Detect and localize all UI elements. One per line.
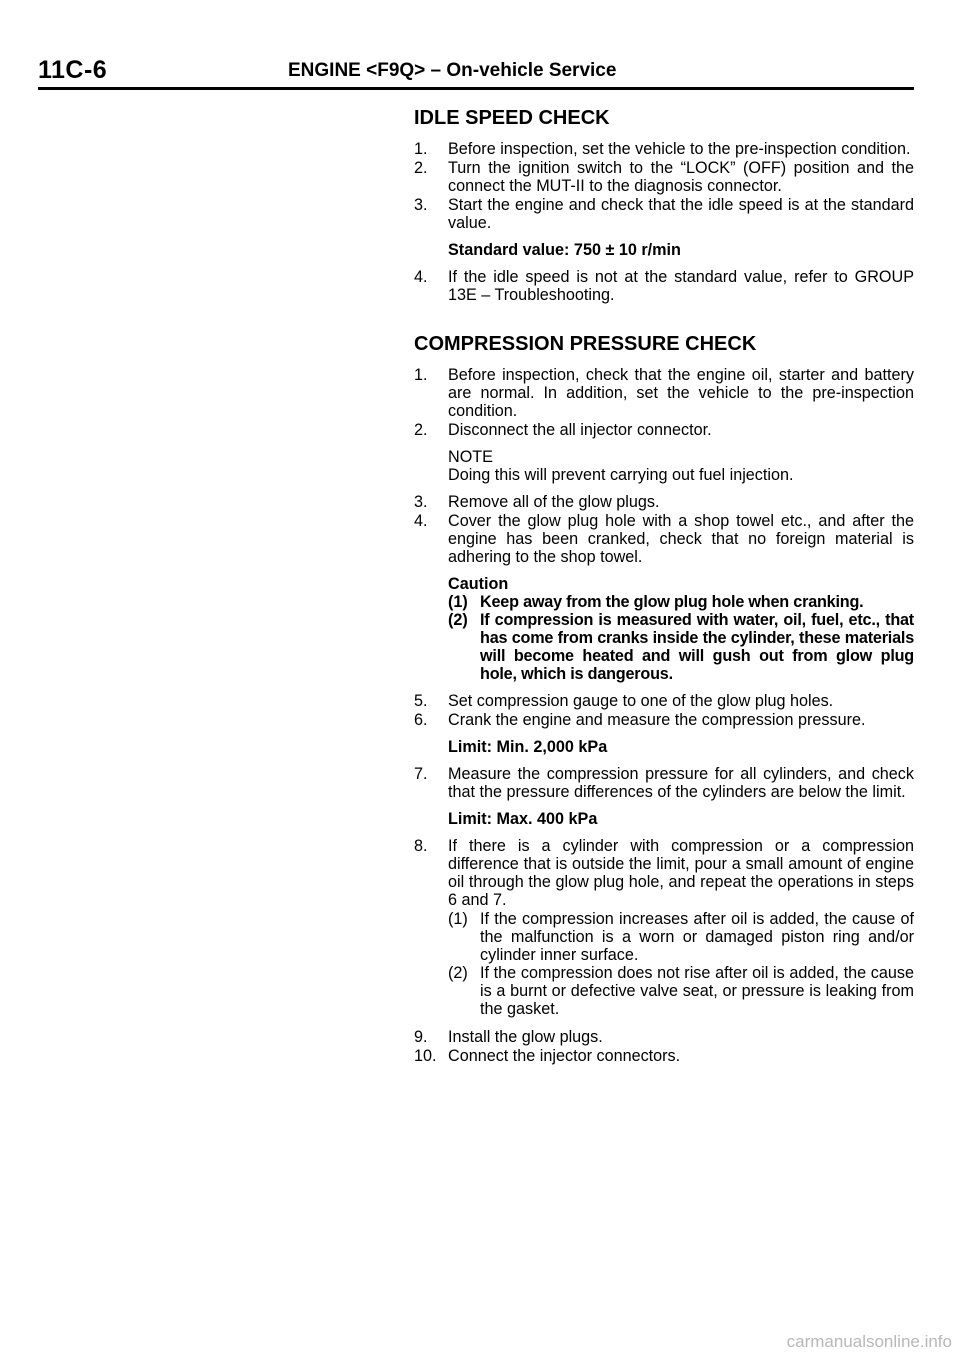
list-item bbox=[414, 765, 914, 801]
sub-number: (2) bbox=[448, 964, 468, 982]
step-number: 1. bbox=[414, 140, 428, 158]
step-number: 10. bbox=[414, 1047, 437, 1065]
list-item bbox=[414, 140, 914, 158]
list-item bbox=[414, 493, 914, 511]
page-number: 11C-6 bbox=[38, 56, 108, 84]
step-text: Turn the ignition switch to the “LOCK” (OFF) position and the connect the MUT-II to the diagnosis connector. bbox=[448, 159, 914, 195]
list-item bbox=[414, 366, 914, 420]
list-item bbox=[414, 692, 914, 710]
list-item bbox=[414, 711, 914, 729]
list-item bbox=[414, 837, 914, 909]
sub-number: (1) bbox=[448, 910, 468, 928]
step-number: 3. bbox=[414, 196, 428, 214]
header-rule bbox=[38, 87, 914, 90]
step-number: 2. bbox=[414, 159, 428, 177]
caution-block bbox=[448, 575, 914, 683]
caution-label: Caution bbox=[448, 575, 509, 593]
caution-number: (1) bbox=[448, 593, 468, 611]
step-text: Disconnect the all injector connector. bbox=[448, 421, 712, 439]
step-text: Before inspection, set the vehicle to the pre-inspection condition. bbox=[448, 140, 911, 158]
note-label: NOTE bbox=[448, 448, 493, 466]
list-item bbox=[414, 196, 914, 232]
note-block bbox=[448, 448, 914, 484]
step-number: 7. bbox=[414, 765, 428, 783]
step-text: Measure the compression pressure for all cylinders, and check that the pressure differences of the cylinders are below the limit. bbox=[448, 765, 914, 801]
caution-text: If compression is measured with water, oil, fuel, etc., that has come from cranks inside the cylinder, these materials will become heated and will gush out from glow plug hole, which is dangerous. bbox=[480, 611, 914, 683]
step-number: 3. bbox=[414, 493, 428, 511]
step-number: 4. bbox=[414, 268, 428, 286]
step-text: If the idle speed is not at the standard value, refer to GROUP 13E – Troubleshooting. bbox=[448, 268, 914, 304]
page-header bbox=[38, 56, 914, 86]
step-text: Before inspection, check that the engine oil, starter and battery are normal. In addition, set the vehicle to the pre-inspection condition. bbox=[448, 366, 914, 420]
step-number: 4. bbox=[414, 512, 428, 530]
step-text: Cover the glow plug hole with a shop towel etc., and after the engine has been cranked, check that no foreign material is adhering to the shop towel. bbox=[448, 512, 914, 566]
sub-item bbox=[448, 910, 914, 964]
step-text: Set compression gauge to one of the glow plug holes. bbox=[448, 692, 834, 710]
sub-text: If the compression increases after oil is added, the cause of the malfunction is a worn or damaged piston ring and/or cylinder inner surface. bbox=[480, 910, 914, 964]
list-item bbox=[414, 159, 914, 195]
step8-sub-list bbox=[448, 910, 914, 1018]
step-number: 2. bbox=[414, 421, 428, 439]
step-text: Start the engine and check that the idle speed is at the standard value. bbox=[448, 196, 914, 232]
main-content bbox=[414, 100, 914, 1066]
sub-item bbox=[448, 964, 914, 1018]
caution-text: Keep away from the glow plug hole when cranking. bbox=[480, 593, 864, 611]
watermark-url: carmanualsonline.info bbox=[786, 1332, 952, 1351]
limit-min-value: Limit: Min. 2,000 kPa bbox=[448, 738, 608, 756]
step-number: 5. bbox=[414, 692, 428, 710]
caution-item bbox=[448, 611, 914, 683]
step-number: 8. bbox=[414, 837, 428, 855]
step-text: Remove all of the glow plugs. bbox=[448, 493, 660, 511]
standard-value: Standard value: 750 ± 10 r/min bbox=[448, 241, 681, 259]
section-title-idle-speed: IDLE SPEED CHECK bbox=[414, 107, 610, 129]
list-item bbox=[414, 421, 914, 439]
running-title: ENGINE <F9Q> – On-vehicle Service bbox=[288, 60, 617, 81]
step-text: Install the glow plugs. bbox=[448, 1028, 603, 1046]
step-text: If there is a cylinder with compression or a compression difference that is outside the limit, pour a small amount of engine oil through the glow plug hole, and repeat the operations in steps 6 and 7. bbox=[448, 837, 914, 909]
step-text: Crank the engine and measure the compression pressure. bbox=[448, 711, 866, 729]
caution-number: (2) bbox=[448, 611, 468, 629]
list-item bbox=[414, 268, 914, 304]
step-text: Connect the injector connectors. bbox=[448, 1047, 681, 1065]
list-item bbox=[414, 1047, 914, 1065]
section-title-compression: COMPRESSION PRESSURE CHECK bbox=[414, 333, 757, 355]
list-item bbox=[414, 512, 914, 566]
step-number: 6. bbox=[414, 711, 428, 729]
sub-text: If the compression does not rise after oil is added, the cause is a burnt or defective valve seat, or pressure is leaking from the gasket. bbox=[480, 964, 914, 1018]
step-number: 1. bbox=[414, 366, 428, 384]
step-number: 9. bbox=[414, 1028, 428, 1046]
caution-item bbox=[448, 593, 914, 611]
list-item bbox=[414, 1028, 914, 1046]
limit-max-value: Limit: Max. 400 kPa bbox=[448, 810, 598, 828]
note-text: Doing this will prevent carrying out fuel injection. bbox=[448, 466, 794, 484]
